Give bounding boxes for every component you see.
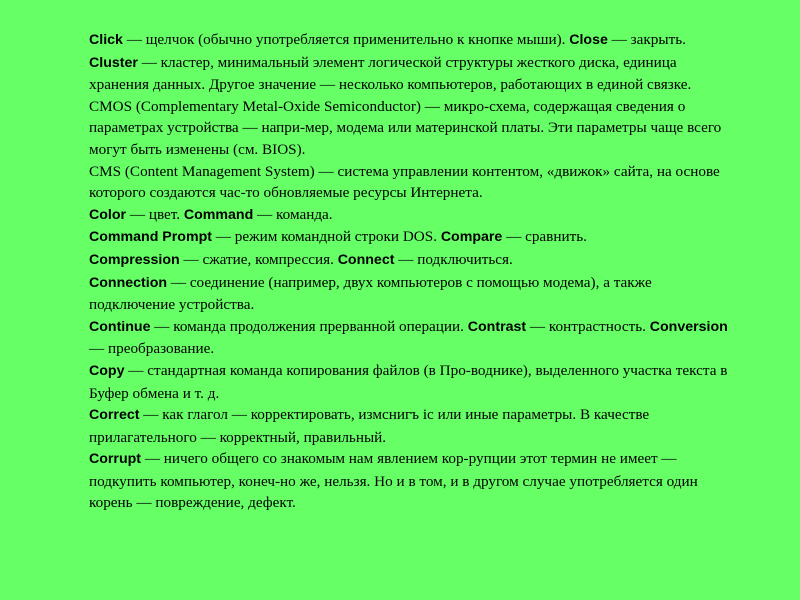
definition-compare: — сравнить. <box>502 228 587 246</box>
term-command-prompt: Command Prompt <box>89 229 212 246</box>
definition-connection: — соединение (например, двух компьютеров с помощью модема), а также подключение устройства. <box>89 273 652 314</box>
term-compare: Compare <box>440 229 503 246</box>
glossary-entry-compression-connect <box>89 249 729 272</box>
glossary-entry-command-prompt-compare <box>89 226 729 249</box>
definition-continue: — команда продолжения прерванной операции. <box>150 317 468 335</box>
definition-command-prompt: — режим командной строки DOS. <box>211 228 441 246</box>
term-copy: Copy <box>89 362 125 379</box>
term-cluster: Cluster <box>89 54 138 71</box>
definition-contrast: — контрастность. <box>526 317 650 335</box>
definition-compression: — сжатие, компрессия. <box>179 250 338 268</box>
term-connect: Connect <box>337 251 395 268</box>
definition-click: — щелчок (обычно употребляется применительно к кнопке мыши). <box>122 31 570 48</box>
glossary-entry-corrupt <box>89 448 729 514</box>
glossary-entry-click-close <box>89 29 729 52</box>
definition-color: — цвет. <box>126 205 184 223</box>
term-connection: Connection <box>89 274 168 291</box>
term-contrast: Contrast <box>467 318 527 335</box>
definition-cms: CMS (Content Management System) — система управлении контентом, «движок» сайта, на основе которого создаются час-то обновляемые ресурсы Интернета. <box>89 162 720 202</box>
glossary-entry-cmos <box>89 96 729 161</box>
definition-copy: — стандартная команда копирования файлов (в Про-воднике), выделенного участка текста в Буфер обмена и т. д. <box>89 361 728 402</box>
glossary-entry-color-command <box>89 204 729 227</box>
glossary-entry-connection <box>89 272 729 316</box>
term-continue: Continue <box>89 318 151 335</box>
glossary-entry-continue-contrast-conversion <box>89 316 729 360</box>
glossary-entry-cms <box>89 161 729 204</box>
definition-corrupt: — ничего общего со знакомым нам явлением кор-рупции этот термин не имеет — подкупить компьютер, конеч-но же, нельзя. Но и в том, и в другом случае употребляется один корень — повреждение, дефект. <box>89 450 698 512</box>
definition-cmos: CMOS (Complementary Metal-Oxide Semiconductor) — микро-схема, содержащая сведения о параметрах устройства — напри-мер, модема или материнской платы. Эти параметры чаще всего могут быть изменены (см. BIOS). <box>89 97 722 158</box>
term-compression: Compression <box>89 251 180 268</box>
glossary-entry-correct <box>89 404 729 448</box>
definition-command: — команда. <box>253 205 333 223</box>
term-corrupt: Corrupt <box>89 451 142 468</box>
glossary-entry-cluster <box>89 52 729 96</box>
definition-connect: — подключиться. <box>394 250 513 268</box>
definition-close: — закрыть. <box>607 31 686 48</box>
definition-correct: — как глагол — корректировать, измснигъ ic или иные параметры. В качестве прилагательного — корректный, правильный. <box>89 406 650 446</box>
term-click: Click <box>89 32 123 48</box>
definition-cluster: — кластер, минимальный элемент логической структуры жесткого диска, единица хранения данных. Другое значение — несколько компьютеров, работающих в единой связке. <box>89 53 692 94</box>
term-correct: Correct <box>89 407 140 424</box>
term-command: Command <box>183 206 254 223</box>
term-close: Close <box>569 32 608 48</box>
term-color: Color <box>89 206 127 223</box>
definition-conversion: — преобразование. <box>89 340 215 358</box>
glossary-entry-copy <box>89 360 729 404</box>
term-conversion: Conversion <box>649 318 728 335</box>
glossary-text-block <box>89 29 729 514</box>
